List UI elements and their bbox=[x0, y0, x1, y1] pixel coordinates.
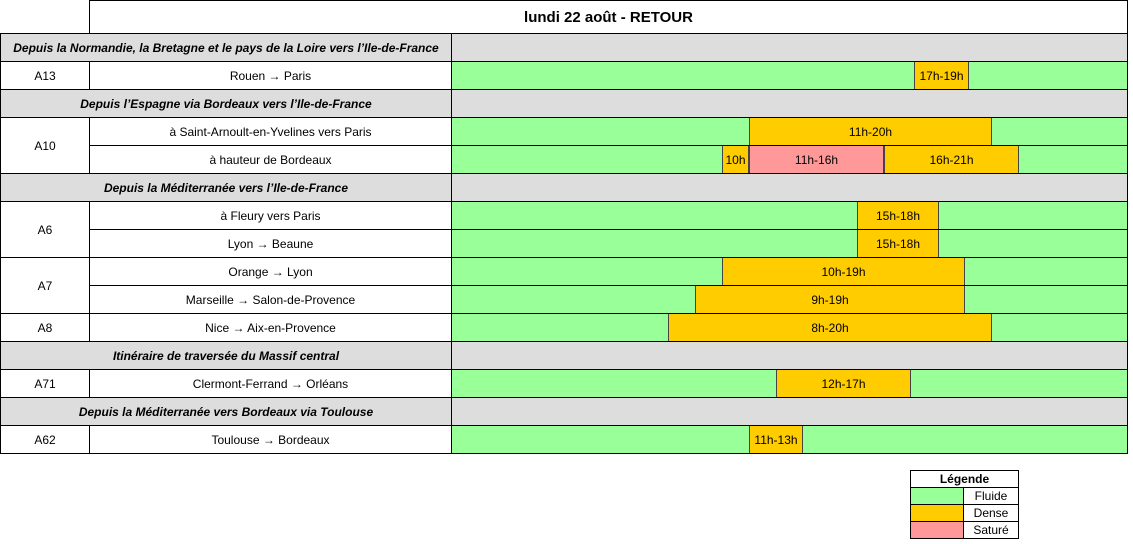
legend bbox=[910, 470, 1019, 539]
dense-segment: 8h-20h bbox=[668, 314, 992, 341]
route-label: Toulouse → Bordeaux bbox=[89, 425, 452, 454]
traffic-timeline bbox=[451, 201, 1128, 230]
traffic-timeline bbox=[451, 285, 1128, 314]
section-header: Depuis l’Espagne via Bordeaux vers l’Ile-de-France bbox=[0, 89, 452, 118]
legend-swatch bbox=[910, 521, 964, 539]
dense-segment: 10h-19h bbox=[722, 258, 965, 285]
section-header: Depuis la Méditerranée vers Bordeaux via Toulouse bbox=[0, 397, 452, 426]
road-code: A10 bbox=[0, 117, 90, 174]
section-header-fill bbox=[451, 397, 1128, 426]
dense-segment: 16h-21h bbox=[884, 146, 1019, 173]
section-header: Depuis la Normandie, la Bretagne et le pays de la Loire vers l’Ile-de-France bbox=[0, 33, 452, 62]
traffic-timeline bbox=[451, 229, 1128, 258]
section-header-fill bbox=[451, 341, 1128, 370]
road-code: A13 bbox=[0, 61, 90, 90]
legend-label: Dense bbox=[963, 504, 1019, 522]
route-label: à Fleury vers Paris bbox=[89, 201, 452, 230]
traffic-timeline bbox=[451, 117, 1128, 146]
section-header-fill bbox=[451, 173, 1128, 202]
section-header-fill bbox=[451, 89, 1128, 118]
road-code: A71 bbox=[0, 369, 90, 398]
dense-segment: 15h-18h bbox=[857, 202, 939, 229]
dense-segment: 17h-19h bbox=[914, 62, 969, 89]
saturated-segment: 11h-16h bbox=[749, 146, 884, 173]
dense-segment: 12h-17h bbox=[776, 370, 911, 397]
traffic-timeline bbox=[451, 313, 1128, 342]
traffic-timeline bbox=[451, 61, 1128, 90]
traffic-timeline bbox=[451, 425, 1128, 454]
route-label: Rouen → Paris bbox=[89, 61, 452, 90]
traffic-timeline bbox=[451, 257, 1128, 286]
legend-label: Saturé bbox=[963, 521, 1019, 539]
section-header: Depuis la Méditerranée vers l’Ile-de-France bbox=[0, 173, 452, 202]
route-label: à hauteur de Bordeaux bbox=[89, 145, 452, 174]
road-code: A62 bbox=[0, 425, 90, 454]
legend-label: Fluide bbox=[963, 487, 1019, 505]
dense-segment: 11h-20h bbox=[749, 118, 992, 145]
traffic-timeline bbox=[451, 369, 1128, 398]
route-label: Orange → Lyon bbox=[89, 257, 452, 286]
legend-swatch bbox=[910, 504, 964, 522]
section-header: Itinéraire de traversée du Massif central bbox=[0, 341, 452, 370]
route-label: Lyon → Beaune bbox=[89, 229, 452, 258]
route-label: Clermont-Ferrand → Orléans bbox=[89, 369, 452, 398]
route-label: à Saint-Arnoult-en-Yvelines vers Paris bbox=[89, 117, 452, 146]
road-code: A6 bbox=[0, 201, 90, 258]
dense-segment: 15h-18h bbox=[857, 230, 939, 257]
road-code: A8 bbox=[0, 313, 90, 342]
road-code: A7 bbox=[0, 257, 90, 314]
route-label: Marseille → Salon-de-Provence bbox=[89, 285, 452, 314]
legend-title: Légende bbox=[910, 470, 1019, 488]
page-title: lundi 22 août - RETOUR bbox=[89, 0, 1128, 34]
dense-segment: 9h-19h bbox=[695, 286, 965, 313]
dense-segment: 11h-13h bbox=[749, 426, 803, 453]
route-label: Nice → Aix-en-Provence bbox=[89, 313, 452, 342]
dense-segment: 10h bbox=[722, 146, 749, 173]
traffic-timeline bbox=[451, 145, 1128, 174]
section-header-fill bbox=[451, 33, 1128, 62]
legend-swatch bbox=[910, 487, 964, 505]
